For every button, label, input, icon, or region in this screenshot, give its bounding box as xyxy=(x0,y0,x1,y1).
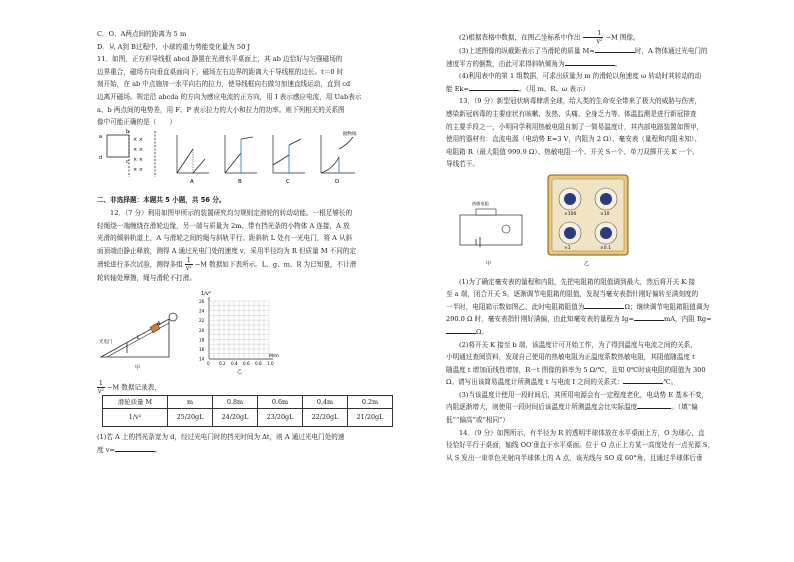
circuit-figure xyxy=(460,200,522,267)
question-14: 14．（9 分）如图所示，有半径为 R 的透明半球体放在水平桌面上方，O 为球心，直 径恰好平行于桌面，轴线 OO′垂直于水平桌面。位于 O 点正上方某一高度处有一点光源 S， 从 S 发出一束单色光射向半球体上的 A 点，该光线与 SO 成 60°角，且通过半球体后垂 xyxy=(446,428,714,462)
photogate-label: 光电门 xyxy=(99,339,113,345)
question-13 xyxy=(446,95,746,171)
option-b-graph xyxy=(225,135,257,185)
q13-figures xyxy=(446,171,746,271)
y-tick-label: 14 xyxy=(199,356,205,362)
q13-line: 13．（9 分）新型冠状病毒肆虐全球，给人类的生命安全带来了极大的威胁与伤害， xyxy=(459,97,702,106)
answer-blank[interactable] xyxy=(584,301,624,309)
question-12 xyxy=(97,207,397,285)
q12-figures xyxy=(97,287,397,375)
q13-line: 导线若干。 xyxy=(446,160,479,169)
resistance-box-figure xyxy=(548,175,628,267)
svg-text:× ×: × × xyxy=(133,156,143,163)
q13-line: 的主要手段之一，小明同学利用热敏电阻自制了一简易温度计，其内部电路装置如图甲， xyxy=(446,122,704,131)
table-cell: 0.6m xyxy=(258,395,303,409)
fraction-inv-v2: $\frac{1}{\text{v²}}$ xyxy=(583,30,604,45)
q12-part4: (4)利用表中的第 1 组数据，可求出质量为 m 的滑轮以角速度 ω 转动时其转动的动 xyxy=(459,72,702,81)
answer-blank[interactable] xyxy=(115,444,155,452)
thermistor-label: 热敏电阻 xyxy=(472,200,489,206)
table-cell: 21/20gL xyxy=(348,409,393,427)
option-b-label: B xyxy=(238,178,242,185)
y-tick-label: 22 xyxy=(199,318,205,324)
q12-text: 滑轮进行多次试验，测得多组 xyxy=(97,260,183,269)
figure-jia-label: 甲 xyxy=(486,260,492,267)
q11-line: 刻开始，在 ab 中点施加一水平向右的拉力，使导线框向右做匀加速直线运动，直到 cd xyxy=(97,80,351,89)
table-cell: 1/v² xyxy=(103,409,168,427)
option-d-graph xyxy=(321,130,357,185)
dial-label: ×100 xyxy=(564,211,577,217)
table-row xyxy=(103,409,393,427)
option-a-graph xyxy=(177,135,209,185)
label-b: b xyxy=(126,128,130,135)
option-c: C．O、A两点间的距离为 5 m xyxy=(97,30,187,38)
q12-part1-answer: 度 v= 。 xyxy=(97,445,162,454)
q12-line: 光滑的倾斜轨道上，A 与滑轮之间的绳与斜轨平行。距斜轨 L 处有一光电门，将 A 从斜 xyxy=(97,234,353,243)
q12-part3b: 速度平方的倒数，由此可求得斜轨倾角为 。 xyxy=(446,59,622,68)
q12-line: 轮转轴处摩擦，绳与滑轮不打滑。 xyxy=(97,274,196,283)
graph-x-label: M/m xyxy=(269,353,279,359)
answer-blank[interactable] xyxy=(637,401,671,409)
data-table xyxy=(102,395,393,428)
parabola-label: 抛物线 xyxy=(343,131,357,137)
y-tick-label: 16 xyxy=(199,346,205,352)
y-tick-label: 26 xyxy=(199,298,205,304)
option-d-label: D xyxy=(335,178,340,185)
label-d: d xyxy=(99,154,103,161)
q12-part4b: 能 Ek= 。（用 m、R、ω 表示） xyxy=(446,84,590,93)
x-tick-label: 0.4 xyxy=(231,360,238,366)
question-11 xyxy=(97,53,397,129)
incline-setup-figure xyxy=(99,313,177,371)
dial-label: ×0.1 xyxy=(600,245,611,251)
fraction-inv-v2: $\frac{1}{\text{v²}}$ xyxy=(185,257,192,273)
figure-yi-label: 乙 xyxy=(584,260,590,267)
table-cell: 24/20gL xyxy=(213,409,258,427)
table-caption: $\frac{1}{\text{v²}}$ −M 数据记录表， xyxy=(98,379,161,395)
x-tick-label: 0 xyxy=(207,360,210,366)
length-label: L xyxy=(137,334,140,341)
table-cell: 22/20gL xyxy=(303,409,348,427)
q13-line: 使用的器材有：直流电源（电动势 E=3 V，内阻为 2 Ω）、毫安表（量程和内阻未知）、 xyxy=(446,135,701,144)
q11-line: 边界重合，磁场方向垂直桌面向下，磁场左右边界的距离大于导线框的边长。t＝0 时 xyxy=(97,67,344,76)
q11-line: 边离开磁场。规定沿 abcda 的方向为感应电流的正方向，用 I 表示感应电流，用 Uab表示 xyxy=(97,92,362,101)
y-tick-label: 20 xyxy=(199,327,205,333)
q12-line xyxy=(97,257,397,272)
table-cell: 23/20gL xyxy=(258,409,303,427)
x-tick-label: 0.2 xyxy=(219,360,226,366)
q11-line: 11．如图，正方形导线框 abcd 静置在光滑水平桌面上，其 ab 边恰好与匀强磁场的 xyxy=(97,55,343,64)
figure-jia-label: 甲 xyxy=(135,364,141,371)
table-cell: 0.2m xyxy=(348,395,393,409)
label-c: c xyxy=(126,158,129,165)
option-c-graph xyxy=(273,135,305,185)
section-2-heading: 二、非选择题：本题共 5 小题，共 56 分。 xyxy=(97,196,226,205)
q12-line: 轻绳绕一端缠绕在滑轮边缘，另一端与质量为 2m、带有挡光条的小物体 A 连接，A 放 xyxy=(97,221,350,230)
y-tick-label: 24 xyxy=(199,308,205,314)
svg-text:× ×: × × xyxy=(133,146,143,153)
q12-line: 12．（7 分）利用如图甲所示的装置研究均匀规则定滑轮的转动动能。一根足够长的 xyxy=(110,208,353,217)
option-d: D．从 A到 B过程中，小球的重力势能变化量为 50 J xyxy=(97,42,250,51)
loop-in-field-figure xyxy=(99,129,155,177)
answer-blank[interactable] xyxy=(595,45,635,53)
svg-text:× ×: × × xyxy=(133,136,143,143)
block-label: A xyxy=(157,320,161,327)
x-tick-label: 0.8 xyxy=(255,360,262,366)
dial-label: ×10 xyxy=(600,211,610,217)
q11-line: a、b 两点间的电势差，用 F、P 表示拉力的大小和拉力的功率。则下列相关的关系图 xyxy=(97,105,345,114)
graph-y-label: 1/v² xyxy=(201,290,211,297)
table-cell: 25/20gL xyxy=(168,409,213,427)
q13-line: 电阻箱 R（最大阻值 999.9 Ω）、热敏电阻一个、开关 S一个、单刀双掷开关 K 一个、 xyxy=(446,147,699,156)
q12-line: 面顶端由静止释放，测得 A 通过光电门处的速度 v，采用半径均为 R 但质量 M 不同的定 xyxy=(97,246,357,255)
answer-blank[interactable] xyxy=(634,313,664,321)
answer-blank[interactable] xyxy=(565,58,615,66)
dial-label: ×1 xyxy=(564,245,571,251)
left-column xyxy=(97,0,397,562)
table-cell: 滑轮质量 M xyxy=(103,395,168,409)
table-cell: m xyxy=(168,395,213,409)
fraction-inv-v2: $\frac{1}{\text{v²}}$ xyxy=(98,379,104,395)
table-row xyxy=(103,395,393,409)
answer-blank[interactable] xyxy=(446,326,476,334)
q12-part2: (2)根据表格中数据，在图乙坐标系中作出 $\frac{1}{\text{v²}}$ −M 图像。 xyxy=(459,30,640,45)
q12-part1: (1)若 A 上的挡光条宽为 d，经过光电门时的挡光时间为 Δt，则 A 通过光电门处的速 xyxy=(97,433,345,442)
q11-figures xyxy=(97,129,397,187)
figure-yi-label: 乙 xyxy=(237,368,243,375)
graph-yi xyxy=(199,291,279,375)
q13-part3: (3)当该温度计使用一段时间后，其所用电源会有一定程度老化，电动势 E 基本不变， 内阻逐渐增大，则使用一段时间后该温度计所测温度会比实际温度 。（填“偏 低”“偏高”或“相同”） xyxy=(446,390,709,425)
q13-line: 感染新冠病毒的主要症状有咳嗽、发热、头痛、全身乏力等。体温监测是进行新冠排查 xyxy=(446,109,697,118)
table-cell: 0.8m xyxy=(213,395,258,409)
x-tick-label: 0.6 xyxy=(243,360,250,366)
svg-text:× ×: × × xyxy=(133,166,143,173)
x-tick-label: 1.0 xyxy=(267,360,274,366)
option-c-label: C xyxy=(286,178,290,185)
q13-part2: (2)将开关 K 接至 b 端，该温度计可开始工作，为了得到温度与电流之间的关系， 小明通过查阅资料，发现自己使用的热敏电阻为正温度系数热敏电阻，其阻值随温度 t 随温度 t 增加而线性增加，R－t 图像的斜率为 5 Ω/℃，且知 0℃时该电阻的阻值为 300 Ω。请写出该简易温度计所测温度 t 与电流 I 之间的关系式： ℃。 xyxy=(446,340,706,387)
label-a: a xyxy=(99,133,103,140)
q11-line: 像中可能正确的是（ ） xyxy=(97,118,177,127)
option-a-label: A xyxy=(190,178,194,185)
right-column xyxy=(446,0,746,562)
answer-blank[interactable] xyxy=(469,83,519,91)
q13-part1: (1)为了确定毫安表的量程和内阻，先把电阻箱的阻值调到最大，然后将开关 K 接 至 a 端，闭合开关 S，逐渐调节电阻箱的阻值，发现当毫安表指针刚好偏转至满刻度的 一半时，电阻箱示数如图乙，此时电阻箱阻值为 Ω；继续调节电阻箱阻值调为 290.0 Ω 时，毫安表指针刚好满偏，由此知毫安表的量程为 Ig= mA，内阻 Rg= Ω。 xyxy=(446,277,712,336)
q12-part3: (3)上述图像的纵截距表示了当滑轮的质量 M= 时，A 物体通过光电门的 xyxy=(459,47,708,55)
table-cell: 0.4m xyxy=(303,395,348,409)
q12-text: −M 数据如下表所示。L、g、m、R 为已知量，不计滑 xyxy=(194,260,357,269)
answer-blank[interactable] xyxy=(623,376,663,384)
y-tick-label: 18 xyxy=(199,337,205,343)
